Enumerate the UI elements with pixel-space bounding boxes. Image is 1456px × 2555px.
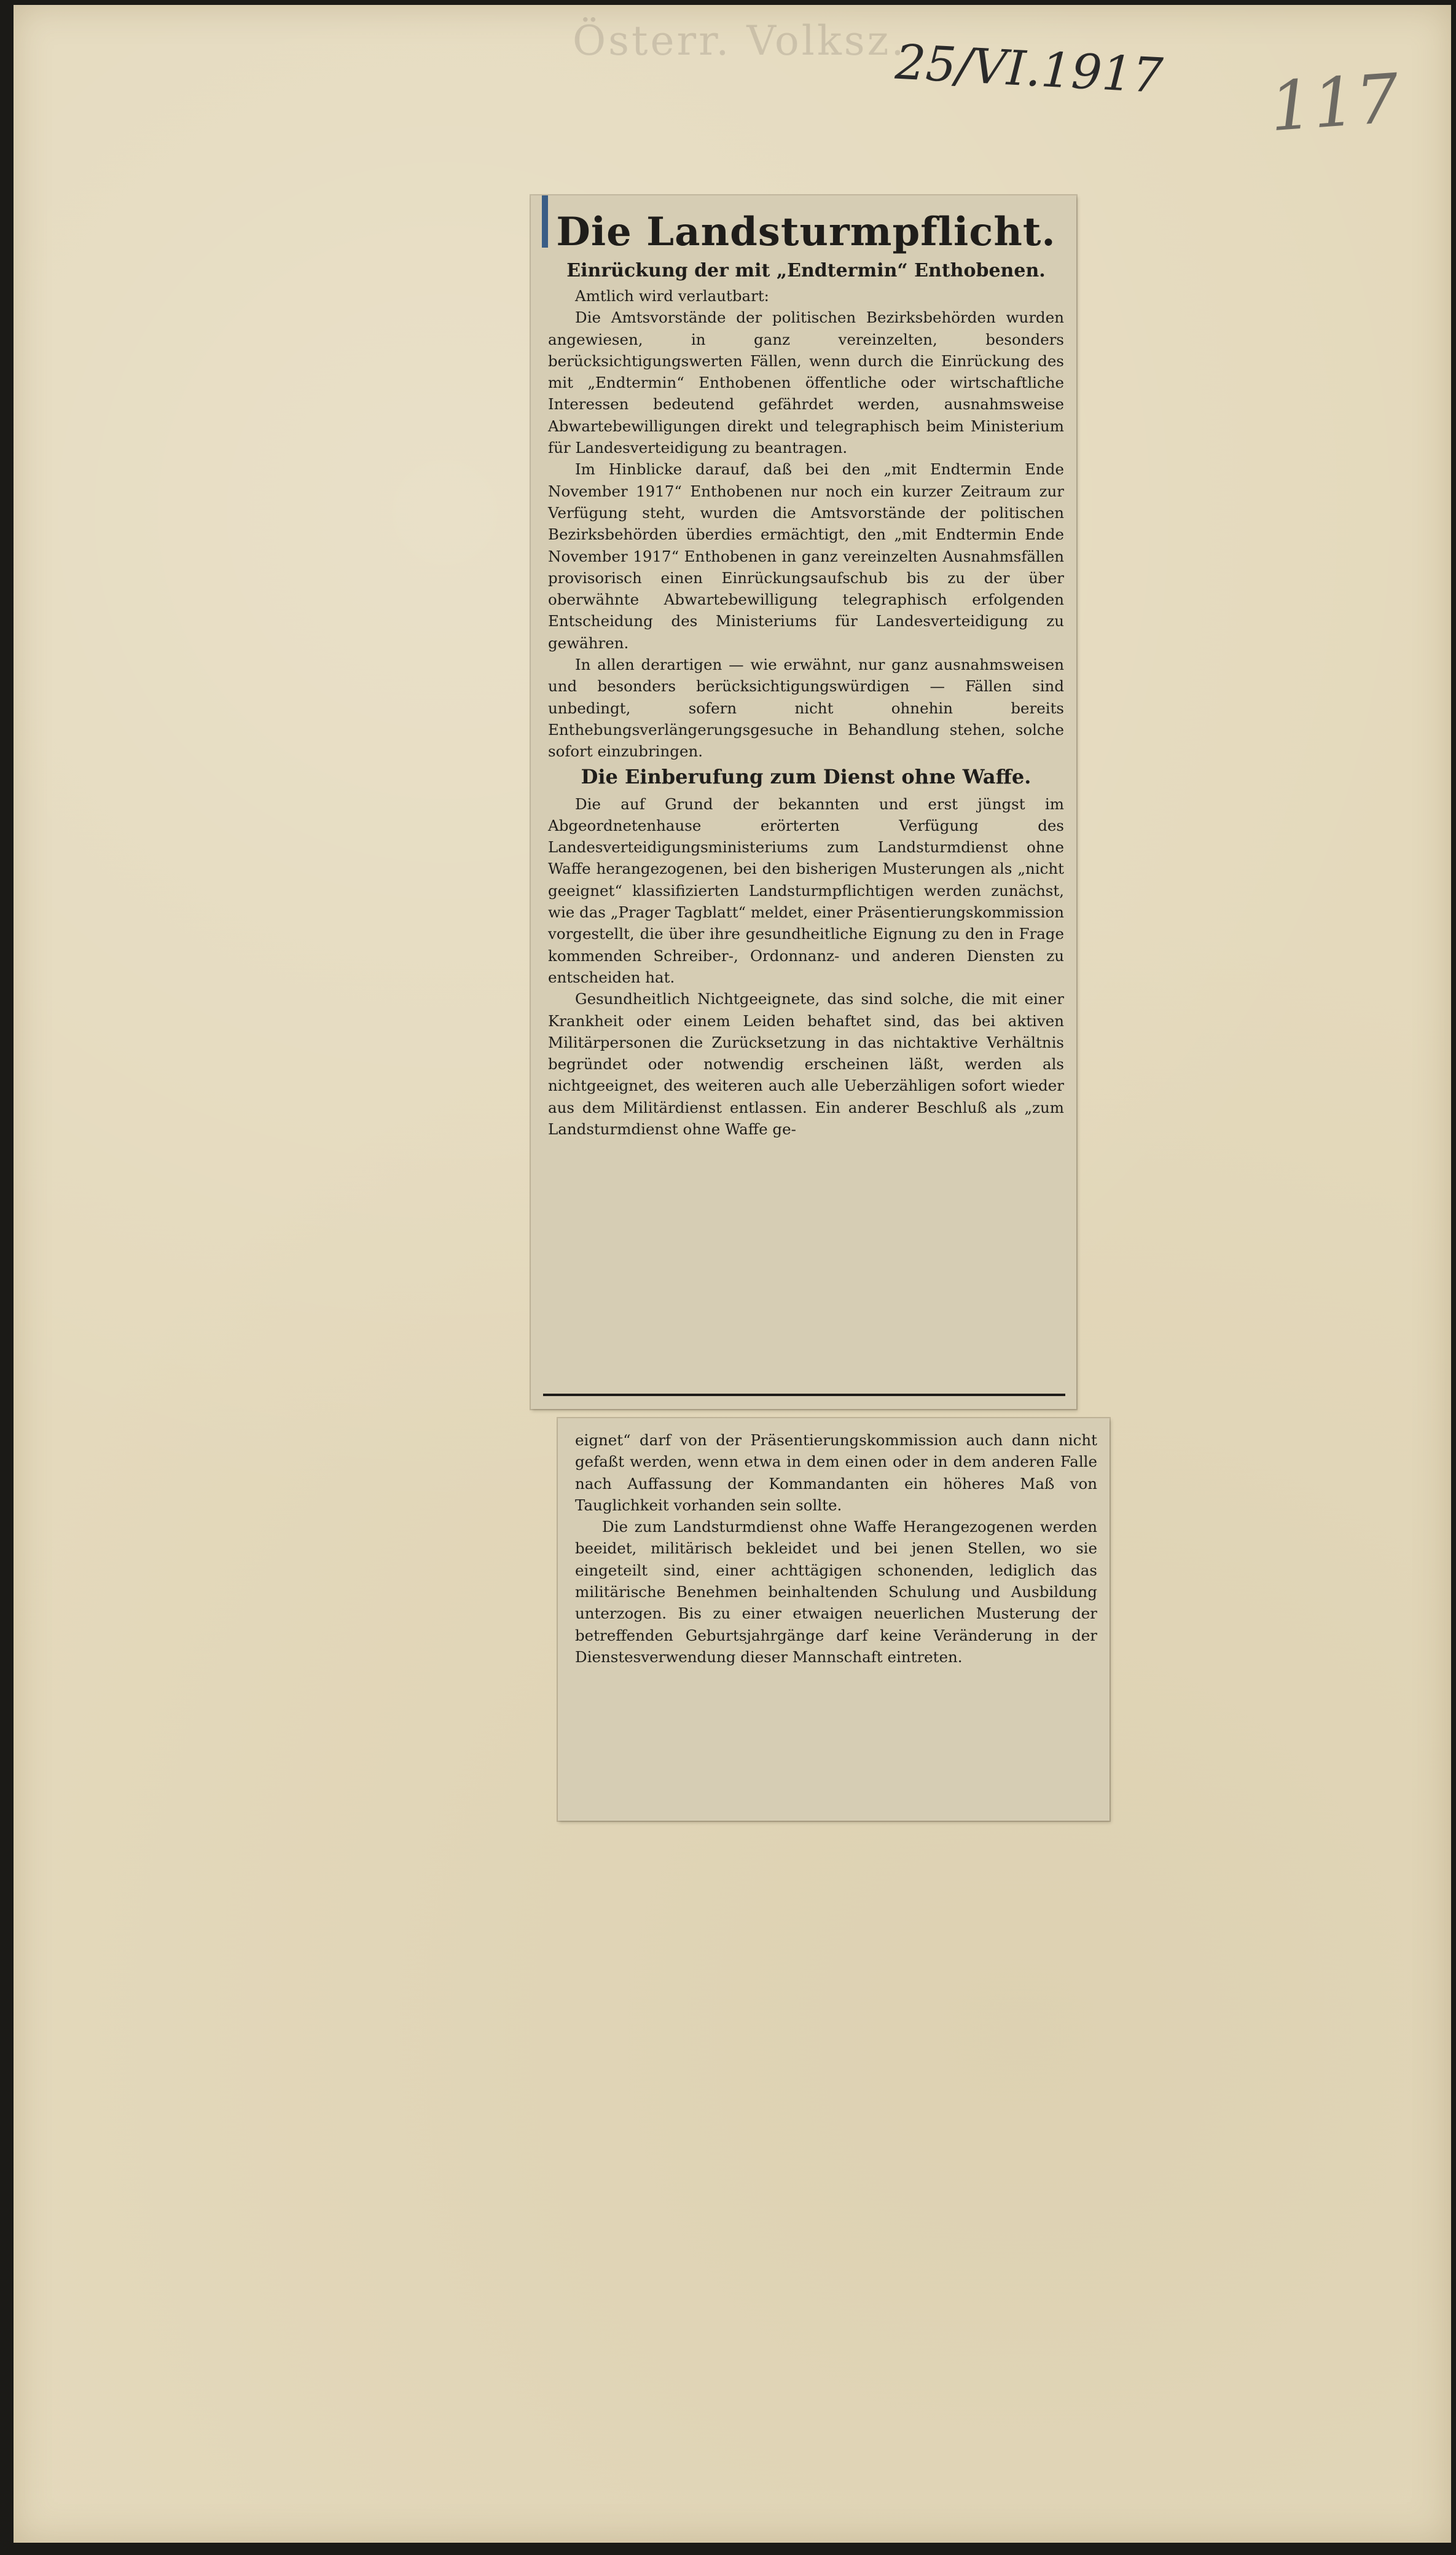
archive-sheet — [14, 5, 1451, 2543]
newspaper-clipping-top — [531, 195, 1076, 1409]
continuation-paragraph: eignet“ darf von der Präsentierungskommission auch dann nicht gefaßt werden, wenn etwa in dem einen oder in dem anderen Falle nach Auffassung der Kommandanten ein höheres Maß von Tauglichkeit vorhanden sein sollte. — [575, 1431, 1097, 1514]
article-paragraph: In allen derartigen — wie erwähnt, nur ganz ausnahmsweisen und besonders berücksichtigungswürdigen — Fällen sind unbedingt, sofern nicht ohnehin bereits Enthebungsverlängerungsgesuche in Behandlung stehen, solche sofort einzubringen. — [548, 656, 1064, 761]
article-paragraph: Im Hinblicke darauf, daß bei den „mit Endtermin Ende November 1917“ Enthobenen nur noch ein kurzer Zeitraum zur Verfügung steht, wurden die Amtsvorstände der politischen Bezirksbehörden überdies ermächtigt, den „mit Endtermin Ende November 1917“ Enthobenen in ganz vereinzelten Ausnahmsfällen provisorisch einen Einrückungsaufschub bis zu der über oberwähnte Abwartebewilligung telegraphisch erfolgenden Entscheidung des Ministeriums für Landesverteidigung zu gewähren. — [548, 460, 1064, 652]
section-paragraph: Die auf Grund der bekannten und erst jüngst im Abgeordnetenhause erörterten Verfügung des Landesverteidigungsministeriums zum Landsturmdienst ohne Waffe herangezogenen, bei den bisherigen Musterungen als „nicht geeignet“ klassifizierten Landsturmpflichtigen werden zunächst, wie das „Prager Tagblatt“ meldet, einer Präsentierungskommission vorgestellt, die über ihre gesundheitliche Eignung zu den in Frage kommenden Schreiber-, Ordonnanz- und anderen Diensten zu entscheiden hat. — [548, 795, 1064, 986]
section-paragraph: Gesundheitlich Nichtgeeignete, das sind solche, die mit einer Krankheit oder einem Leiden behaftet sind, das bei aktiven Militärpersonen die Zurücksetzung in das nichtaktive Verhältnis begründet oder notwendig erscheinen läßt, werden als nichtgeeignet, des weiteren auch alle Ueberzähligen sofort wieder aus dem Militärdienst entlassen. Ein anderer Beschluß als „zum Landsturmdienst ohne Waffe ge- — [548, 990, 1064, 1138]
article-subheadline: Einrückung der mit „Endtermin“ Enthobenen. — [566, 260, 1046, 281]
clipping-text-column — [548, 206, 1064, 1403]
newspaper-clipping-continuation — [558, 1418, 1110, 1821]
column-end-rule — [543, 1394, 1065, 1396]
faint-stamp-text: Österr. Volksz. — [573, 17, 907, 65]
article-headline: Die Landsturmpflicht. — [556, 209, 1056, 255]
article-paragraph: Amtlich wird verlautbart: — [575, 287, 769, 305]
blue-corner-mark — [542, 195, 548, 248]
handwritten-folio-number: 117 — [1267, 58, 1402, 147]
handwritten-date: 25/VI.1917 — [893, 34, 1165, 104]
continuation-paragraph: Die zum Landsturmdienst ohne Waffe Herangezogenen werden beeidet, militärisch bekleidet und bei jenen Stellen, wo sie eingeteilt sind, einer achttägigen schonenden, lediglich das militärische Benehmen beinhaltenden Schulung und Ausbildung unterzogen. Bis zu einer etwaigen neuerlichen Musterung der betreffenden Geburtsjahrgänge darf keine Veränderung in der Dienstesverwendung dieser Mannschaft eintreten. — [575, 1518, 1097, 1666]
section-heading: Die Einberufung zum Dienst ohne Waffe. — [581, 764, 1031, 788]
continuation-text-column — [575, 1429, 1097, 1815]
article-paragraph: Die Amtsvorstände der politischen Bezirksbehörden wurden angewiesen, in ganz vereinzelten, besonders berücksichtigungswerten Fällen, wenn durch die Einrückung des mit „Endtermin“ Enthobenen öffentliche oder wirtschaftliche Interessen bedeutend gefährdet werden, ausnahmsweise Abwartebewilligungen direkt und telegraphisch beim Ministerium für Landesverteidigung zu beantragen. — [548, 308, 1064, 457]
